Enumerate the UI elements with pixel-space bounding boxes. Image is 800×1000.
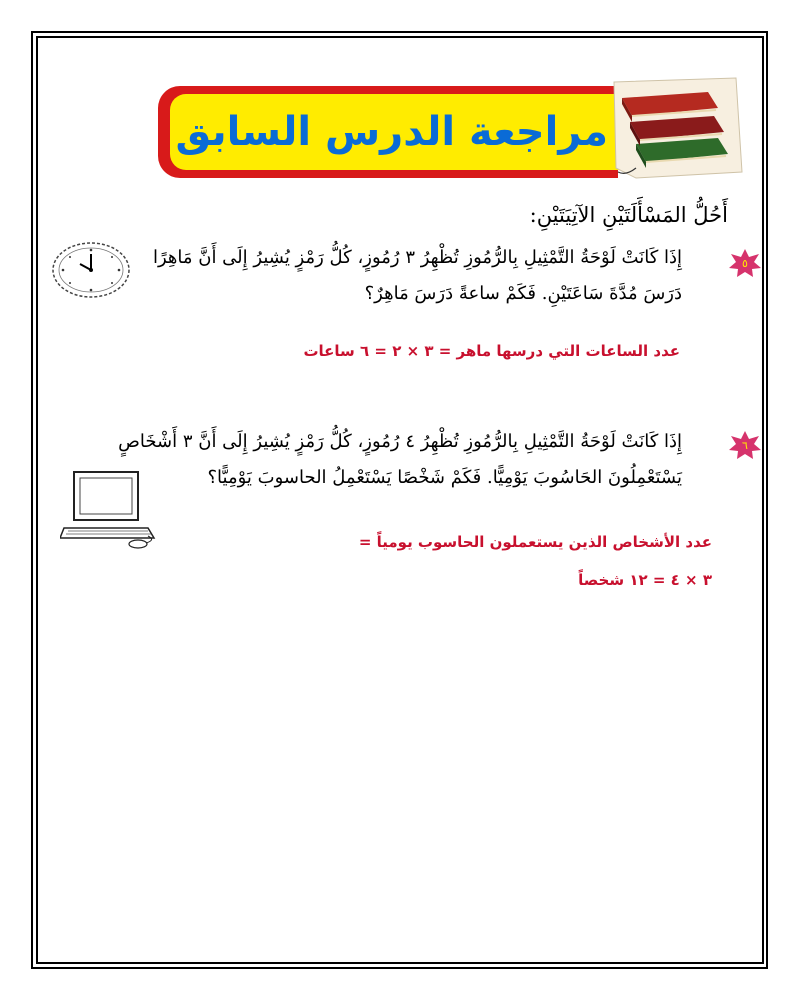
instruction-heading: أَحُلُّ المَسْأَلَتَيْنِ الآتِيَتَيْنِ: bbox=[529, 203, 728, 227]
question-6-text: إِذَا كَانَتْ لَوْحَةُ التَّمْثِيلِ بِالرُّمُوزِ تُظْهِرُ ٤ رُمُوزٍ، كُلُّ رَمْزٍ يُشِيرُ إِلَى أَنَّ ٣ أَشْخَاصٍ يَسْتَعْمِلُونَ الحَاسُوبَ يَوْمِيًّا. فَكَمْ شَخْصًا يَسْتَعْمِلُ الحاسوبَ يَوْمِيًّا؟ bbox=[118, 431, 682, 488]
question-6-number: ٦ bbox=[742, 439, 748, 452]
banner-title: مراجعة الدرس السابق bbox=[175, 109, 608, 155]
question-5-number: ٥ bbox=[742, 257, 748, 270]
question-6-answer-line2: ٣ × ٤ = ١٢ شخصاً bbox=[578, 571, 712, 589]
computer-icon bbox=[60, 470, 160, 550]
question-5-badge-icon bbox=[728, 248, 762, 278]
question-5-answer: عدد الساعات التي درسها ماهر = ٣ × ٢ = ٦ ساعات bbox=[303, 342, 680, 360]
question-5-text: إِذَا كَانَتْ لَوْحَةُ التَّمْثِيلِ بِالرُّمُوزِ تُظْهِرُ ٣ رُمُوزٍ، كُلُّ رَمْزٍ يُشِيرُ إِلَى أَنَّ مَاهِرًا دَرَسَ مُدَّةَ سَاعَتَيْنِ. فَكَمْ ساعةً دَرَسَ مَاهِرٌ؟ bbox=[152, 247, 682, 304]
question-6-badge-icon bbox=[728, 430, 762, 460]
books-icon bbox=[596, 72, 746, 182]
clock-icon bbox=[50, 240, 132, 300]
question-6-answer-line1: عدد الأشخاص الذين يستعملون الحاسوب يومياً = bbox=[358, 533, 712, 551]
